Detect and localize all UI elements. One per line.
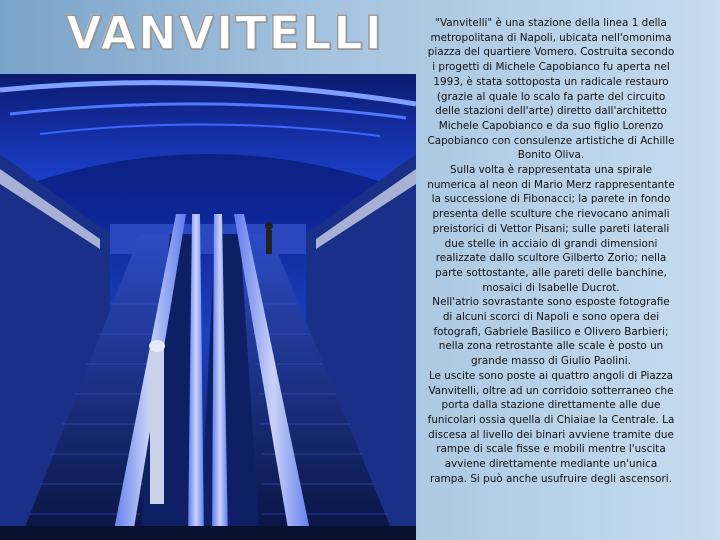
- station-escalators-photo: [0, 74, 416, 540]
- body-text: [426, 16, 676, 487]
- paragraph-artworks: Sulla volta è rappresentata una spirale numerica al neon di Mario Merz rappresentante la successione di Fibonacci; la parete in fondo presenta delle sculture che rievocano animali preistorici di Vettor Pisani; sulle pareti laterali due stelle in acciaio di grandi dimensioni realizzate dallo scultore Gilberto Zorio; nella parte sottostante, alle pareti delle banchine, mosaici di Isabelle Ducrot.: [427, 164, 675, 294]
- paragraph-history: "Vanvitelli" è una stazione della linea 1 della metropolitana di Napoli, ubicata nell'omonima piazza del quartiere Vomero. Costruita secondo i progetti di Michele Capobianco fu aperta nel 1993, è stata sottoposta un radicale restauro (grazie al quale lo scalo fa parte del circuito delle stazioni dell'arte) diretto dall'architetto Michele Capobianco e da suo figlio Lorenzo Capobianco con consulenze artistiche di Achille Bonito Oliva.: [427, 17, 675, 162]
- photo-illustration: [0, 74, 416, 540]
- slide-title: VANVITELLI: [66, 6, 384, 60]
- paragraph-atrium: Nell'atrio sovrastante sono esposte fotografie di alcuni scorci di Napoli e sono opera dei fotografi, Gabriele Basilico e Olivero Barbieri; nella zona retrostante alle scale è posto un grande masso di Giulio Paolini.: [432, 296, 670, 368]
- paragraph-exits: Le uscite sono poste ai quattro angoli di Piazza Vanvitelli, oltre ad un corridoio sotterraneo che porta dalla stazione direttamente alle due funicolari ossia quella di Chiaiae la Centrale. La discesa al livello dei binari avviene tramite due rampe di scale fisse e mobili mentre l'uscita avviene direttamente mediante un'unica rampa. Si può anche usufruire degli ascensori.: [427, 369, 675, 485]
